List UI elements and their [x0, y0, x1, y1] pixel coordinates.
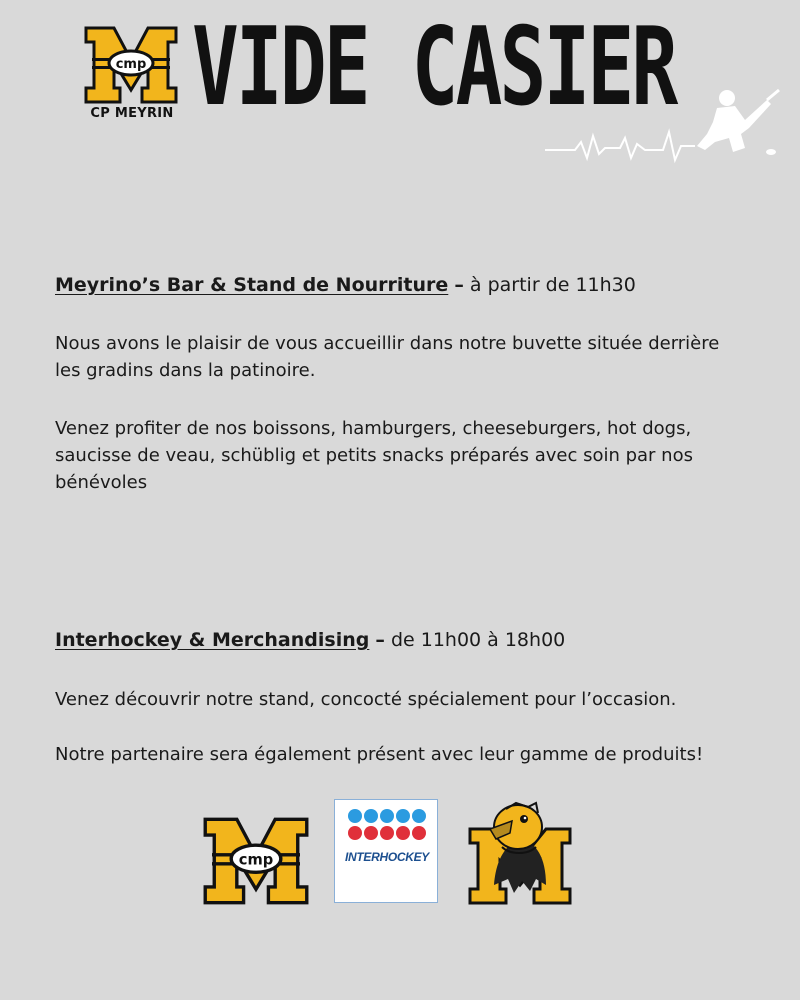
section-bar-food — [55, 272, 755, 493]
section-title: Meyrino’s Bar & Stand de Nourriture — [55, 274, 449, 296]
section-separator: – — [454, 274, 464, 296]
section-paragraph: Notre partenaire sera également présent avec leur gamme de produits! — [55, 744, 704, 765]
section-time: de 11h00 à 18h00 — [390, 629, 566, 651]
interhockey-label: INTERHOCKEY — [344, 850, 430, 864]
hockey-player-silhouette-icon — [545, 80, 785, 180]
cp-meyrin-m-logo-icon — [84, 26, 178, 104]
section-title: Interhockey & Merchandising — [55, 629, 370, 651]
section-time: à partir de 11h30 — [469, 274, 636, 296]
page-title: VIDE CASIER — [192, 5, 676, 130]
section-interhockey-merch — [55, 627, 755, 765]
section-paragraph: Venez découvrir notre stand, concocté spécialement pour l’occasion. — [55, 689, 677, 710]
header — [0, 0, 800, 180]
svg-text:cmp: cmp — [238, 851, 274, 869]
interhockey-logo — [334, 799, 438, 903]
cp-meyrin-m-logo-icon — [202, 817, 310, 905]
vulture-mascot-logo-icon — [466, 799, 574, 905]
section-heading — [55, 272, 755, 298]
section-separator: – — [375, 629, 385, 651]
svg-text:cmp: cmp — [115, 57, 147, 72]
partner-logos — [0, 795, 800, 910]
interhockey-dots-logo-icon — [335, 800, 439, 848]
section-heading — [55, 627, 755, 653]
section-paragraph: Venez profiter de nos boissons, hamburgers, cheeseburgers, hot dogs, saucisse de veau, schüblig et petits snacks préparés avec soin par nos bénévoles — [55, 418, 693, 493]
section-paragraph: Nous avons le plaisir de vous accueillir dans notre buvette située derrière les gradins dans la patinoire. — [55, 333, 720, 381]
logo-caption: CP MEYRIN — [90, 106, 174, 121]
